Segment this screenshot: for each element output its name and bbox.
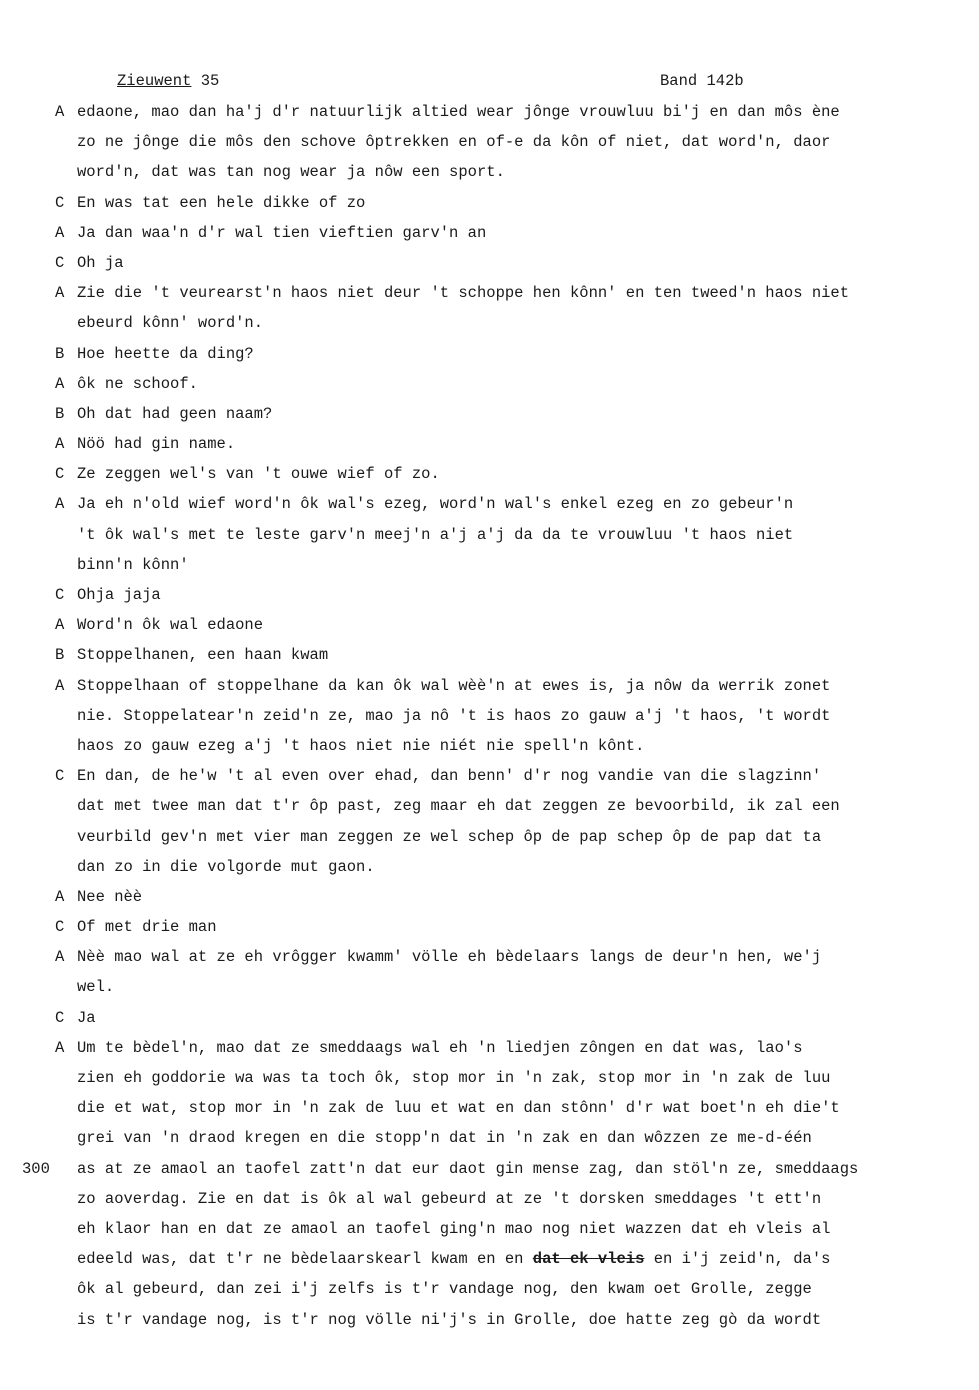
dialogue-entry (0, 188, 979, 218)
dialogue-entry (0, 671, 979, 762)
line-text (77, 248, 124, 278)
line-text-content: Nöö had gin name. (77, 435, 236, 454)
line-text (77, 97, 840, 127)
text-line (0, 248, 979, 278)
text-line (0, 1063, 979, 1093)
text-line (0, 1123, 979, 1153)
line-text-content: ôk al gebeurd, dan zei i'j zelfs is t'r vandage nog, den kwam oet Grolle, zegge (77, 1280, 812, 1299)
text-line (0, 399, 979, 429)
line-text (77, 1033, 803, 1063)
line-text-content: Zie die 't veurearst'n haos niet deur 't schoppe hen kônn' en ten tweed'n haos niet (77, 284, 850, 303)
page-header (117, 72, 979, 96)
line-text (77, 429, 235, 459)
text-line (0, 791, 979, 821)
dialogue-entry (0, 580, 979, 610)
text-line (0, 550, 979, 580)
dialogue-entry (0, 218, 979, 248)
speaker-label: C (55, 586, 65, 604)
text-line (0, 157, 979, 187)
line-text-content: zien eh goddorie wa was ta toch ôk, stop mor in 'n zak, stop mor in 'n zak de luu (77, 1069, 831, 1087)
speaker-label: B (55, 344, 65, 363)
speaker-label: A (55, 495, 65, 514)
line-text (77, 520, 793, 550)
line-text-content: Ja eh n'old wief word'n ôk wal's ezeg, word'n wal's enkel ezeg en zo gebeur'n (77, 495, 794, 514)
line-text-content: Stoppelhaan of stoppelhane da kan ôk wal wèè'n at ewes is, ja nôw da werrik zonet (77, 676, 831, 695)
text-line (0, 1184, 979, 1214)
line-text (77, 671, 830, 701)
line-text-content: Word'n ôk wal edaone (77, 616, 264, 635)
dialogue-entry (0, 942, 979, 1002)
line-text-content: En was tat een hele dikke of zo (77, 193, 366, 212)
band-label: Band 142b (660, 72, 744, 90)
text-line (0, 489, 979, 519)
line-text (77, 852, 375, 882)
speaker-label: C (55, 253, 65, 272)
line-text-content: eh klaor han en dat ze amaol an taofel ging'n mao nog niet wazzen dat eh vleis al (77, 1219, 831, 1238)
line-text (77, 701, 830, 731)
text-line (0, 761, 979, 791)
text-line (0, 278, 979, 308)
line-text (77, 972, 114, 1002)
line-text-content: edeeld was, dat t'r ne bèdelaarskearl kwam en en (77, 1250, 533, 1269)
speaker-label: A (55, 374, 65, 393)
text-line (0, 1244, 979, 1274)
line-text (77, 308, 263, 338)
speaker-label: A (55, 1038, 65, 1057)
speaker-label: C (55, 193, 65, 212)
line-text-content: die et wat, stop mor in 'n zak de luu et wat en dan stônn' d'r wat boet'n eh die't (77, 1099, 840, 1118)
line-text-content: Ohja jaja (77, 586, 161, 604)
text-line (0, 580, 979, 610)
speaker-label: C (55, 767, 65, 786)
line-text-content: 't ôk wal's met te leste garv'n meej'n a'j a'j da da te vrouwluu 't haos niet (77, 525, 794, 544)
line-text-content: grei van 'n draod kregen en die stopp'n dat in 'n zak en dan wôzzen ze me-d-één (77, 1129, 812, 1148)
dialogue-entry (0, 97, 979, 188)
text-line (0, 852, 979, 882)
dialogue-entry (0, 339, 979, 369)
dialogue-entry (0, 278, 979, 338)
line-text (77, 640, 328, 670)
line-text (77, 731, 644, 761)
speaker-label: C (55, 465, 65, 484)
text-line (0, 459, 979, 489)
line-text (77, 369, 198, 399)
line-text (77, 459, 440, 489)
dialogue-entry (0, 399, 979, 429)
line-text-content: Hoe heette da ding? (77, 344, 254, 363)
dialogue-entry (0, 1003, 979, 1033)
line-text-content: Ja (77, 1008, 96, 1027)
text-line (0, 640, 979, 670)
line-text-content: ôk ne schoof. (77, 374, 198, 393)
line-text (77, 1063, 830, 1093)
margin-line-number: 300 (22, 1159, 50, 1178)
dialogue-entry (0, 912, 979, 942)
line-text (77, 761, 821, 791)
line-text-content: veurbild gev'n met vier man zeggen ze wel schep ôp de pap schep ôp de pap dat ta (77, 827, 822, 846)
speaker-label: A (55, 435, 65, 454)
text-line (0, 97, 979, 127)
line-text (77, 822, 821, 852)
line-text (77, 489, 793, 519)
line-text-content: Um te bèdel'n, mao dat ze smeddaags wal eh 'n liedjen zôngen en dat was, lao's (77, 1038, 803, 1057)
line-text (77, 1214, 830, 1244)
text-line (0, 1274, 979, 1304)
line-text (77, 912, 217, 942)
line-text-content: zo ne jônge die môs den schove ôptrekken en of-e da kôn of niet, dat word'n, daor (77, 133, 831, 152)
text-line (0, 369, 979, 399)
line-text-content: haos zo gauw ezeg a'j 't haos niet nie niét nie spell'n kônt. (77, 736, 645, 755)
line-text (77, 610, 263, 640)
line-text-content: edaone, mao dan ha'j d'r natuurlijk altied wear jônge vrouwluu bi'j en dan môs ène (77, 103, 840, 121)
line-text-content: nie. Stoppelatear'n zeid'n ze, mao ja nô 't is haos zo gauw a'j 't haos, 't wordt (77, 706, 831, 725)
speaker-label: A (55, 103, 65, 121)
after-strike-text: en i'j zeid'n, da's (644, 1250, 831, 1269)
line-text (77, 1184, 821, 1214)
line-text (77, 1123, 812, 1153)
line-text-content: is t'r vandage nog, is t'r nog völle ni'j's in Grolle, doe hatte zeg gò da wordt (77, 1310, 822, 1329)
text-line (0, 671, 979, 701)
text-line (0, 731, 979, 761)
transcript-body (0, 97, 979, 1335)
text-line (0, 1154, 979, 1184)
speaker-label: A (55, 223, 65, 242)
line-text (77, 1003, 96, 1033)
text-line (0, 1093, 979, 1123)
title-number: 35 (200, 72, 220, 90)
text-line (0, 1003, 979, 1033)
line-text-content: Ja dan waa'n d'r wal tien vieftien garv'n an (77, 223, 487, 242)
text-line (0, 822, 979, 852)
line-text (77, 218, 486, 248)
line-text-content: Oh ja (77, 253, 124, 272)
line-text-content: word'n, dat was tan nog wear ja nôw een sport. (77, 163, 505, 182)
dialogue-entry (0, 489, 979, 580)
line-text-content: wel. (77, 978, 115, 997)
line-text-content: dan zo in die volgorde mut gaon. (77, 857, 375, 876)
struck-text: dat ek vleis (532, 1250, 645, 1269)
line-text-content: Of met drie man (77, 918, 217, 937)
line-text (77, 157, 505, 187)
text-line (0, 188, 979, 218)
text-line (0, 1305, 979, 1335)
speaker-label: A (55, 887, 65, 906)
line-text-content: as at ze amaol an taofel zatt'n dat eur daot gin mense zag, dan stöl'n ze, smeddaags (77, 1159, 859, 1178)
line-text-content: ebeurd kônn' word'n. (77, 314, 264, 333)
line-text-content: En dan, de he'w 't al even over ehad, dan benn' d'r nog vandie van die slagzinn' (77, 767, 822, 786)
line-text (77, 1093, 840, 1123)
text-line (0, 339, 979, 369)
dialogue-entry (0, 429, 979, 459)
line-text (77, 550, 189, 580)
line-text (77, 1274, 812, 1304)
speaker-label: A (55, 676, 65, 695)
title-place: Zieuwent (117, 72, 192, 90)
dialogue-entry (0, 1033, 979, 1335)
line-text-content: Stoppelhanen, een haan kwam (77, 646, 329, 665)
dialogue-entry (0, 610, 979, 640)
text-line (0, 520, 979, 550)
line-text (77, 1154, 858, 1184)
line-text (77, 188, 365, 218)
text-line (0, 308, 979, 338)
line-text (77, 942, 821, 972)
speaker-label: A (55, 616, 65, 635)
dialogue-entry (0, 882, 979, 912)
dialogue-entry (0, 248, 979, 278)
line-text (77, 339, 254, 369)
line-text-content: Ze zeggen wel's van 't ouwe wief of zo. (77, 465, 440, 484)
line-text (77, 1305, 821, 1335)
text-line (0, 429, 979, 459)
line-text (77, 278, 849, 308)
speaker-label: C (55, 1008, 65, 1027)
line-text-content: Oh dat had geen naam? (77, 404, 273, 423)
line-text-content: Nèè mao wal at ze eh vrôgger kwamm' völle eh bèdelaars langs de deur'n hen, we'j (77, 948, 822, 967)
text-line (0, 912, 979, 942)
text-line (0, 610, 979, 640)
line-text (77, 580, 161, 610)
text-line (0, 882, 979, 912)
text-line (0, 942, 979, 972)
line-text (77, 791, 840, 821)
line-text (77, 882, 142, 912)
text-line (0, 1033, 979, 1063)
line-text-content: dat met twee man dat t'r ôp past, zeg maar eh dat zeggen ze bevoorbild, ik zal een (77, 797, 840, 816)
dialogue-entry (0, 640, 979, 670)
text-line (0, 972, 979, 1002)
line-text (77, 1244, 830, 1274)
dialogue-entry (0, 369, 979, 399)
line-text-content: binn'n kônn' (77, 555, 189, 574)
line-text-content: Nee nèè (77, 887, 143, 906)
line-text-content: zo aoverdag. Zie en dat is ôk al wal gebeurd at ze 't dorsken smeddages 't ett'n (77, 1189, 822, 1208)
speaker-label: A (55, 948, 65, 967)
speaker-label: A (55, 284, 65, 303)
page-title (117, 72, 219, 90)
text-line (0, 127, 979, 157)
dialogue-entry (0, 761, 979, 882)
text-line (0, 218, 979, 248)
speaker-label: B (55, 404, 65, 423)
line-text (77, 127, 830, 157)
speaker-label: C (55, 918, 65, 937)
dialogue-entry (0, 459, 979, 489)
speaker-label: B (55, 646, 65, 665)
text-line (0, 701, 979, 731)
text-line (0, 1214, 979, 1244)
line-text (77, 399, 272, 429)
